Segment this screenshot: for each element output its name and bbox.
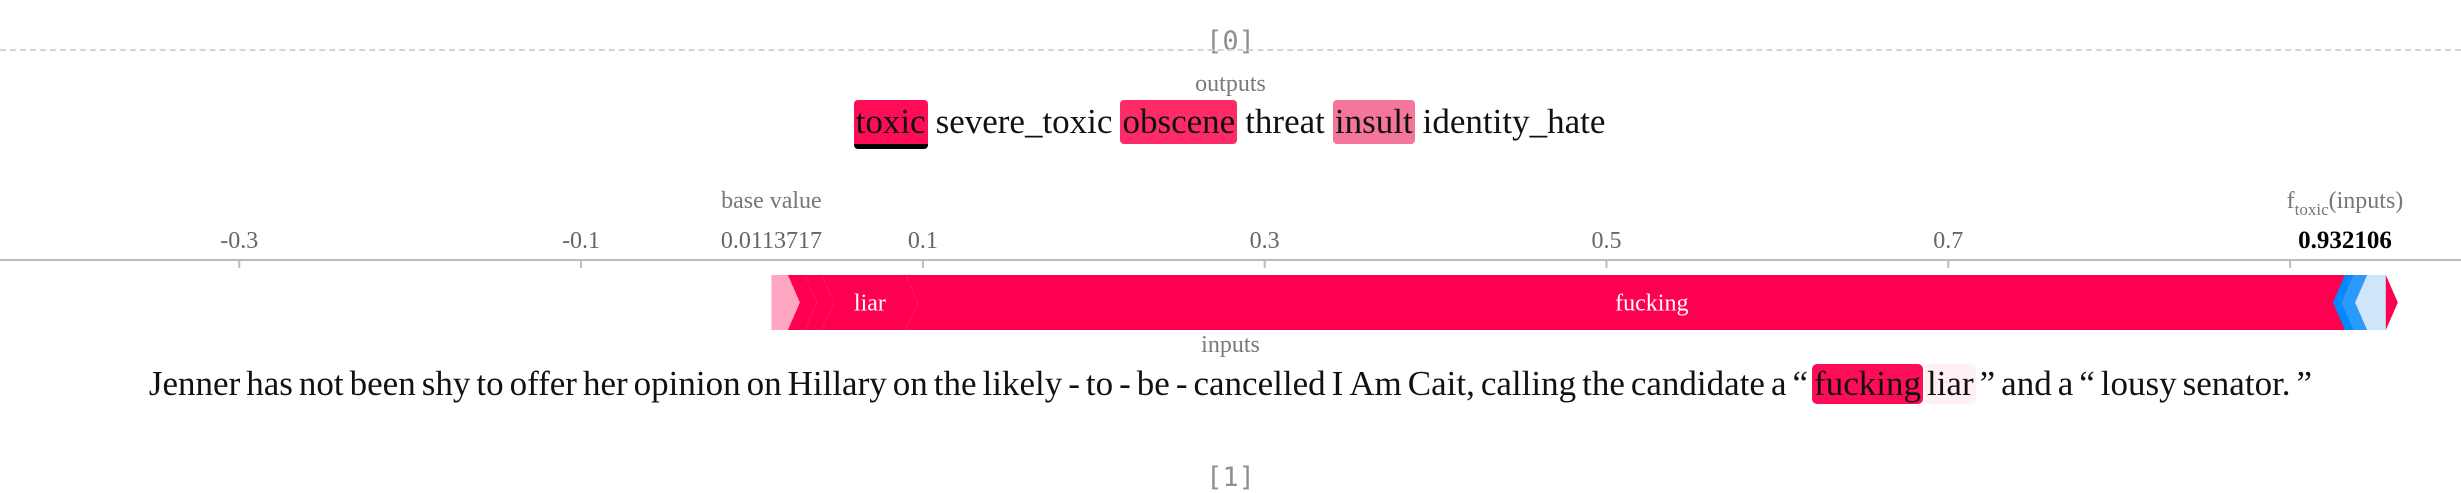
input-token[interactable]: and <box>2001 364 2052 403</box>
example-index-top: [0] <box>1206 26 1255 57</box>
input-token[interactable]: liar <box>1926 364 1974 403</box>
tick-label: 0.3 <box>1249 228 1280 254</box>
input-token[interactable]: candidate <box>1630 364 1765 403</box>
input-token[interactable]: a <box>2057 364 2074 403</box>
base-value-title: base value <box>721 188 822 214</box>
input-token[interactable]: ” <box>2296 364 2313 403</box>
input-token[interactable]: to <box>1085 364 1114 403</box>
output-token-threat[interactable]: threat <box>1245 102 1325 141</box>
input-token[interactable]: fucking <box>1814 364 1921 403</box>
output-token-insult[interactable]: insult <box>1333 100 1415 144</box>
output-value-label: 0.932106 <box>2298 227 2392 254</box>
outputs-label: outputs <box>1195 71 1266 97</box>
input-token[interactable]: offer <box>509 364 577 403</box>
force-plot <box>0 180 2461 340</box>
output-token-identity-hate[interactable]: identity_hate <box>1422 102 1606 141</box>
input-token[interactable]: has <box>246 364 293 403</box>
tick-label: 0.5 <box>1591 228 1622 254</box>
input-token[interactable]: be <box>1136 364 1170 403</box>
input-token[interactable]: lousy <box>2100 364 2177 403</box>
input-token[interactable]: likely <box>982 364 1063 403</box>
inputs-label: inputs <box>1201 332 1260 358</box>
input-token[interactable]: “ <box>2079 364 2095 403</box>
output-value-title: $f_{toxic}(inputs)$ <box>2286 188 2404 219</box>
output-token-row <box>0 100 2461 149</box>
input-token[interactable]: not <box>298 364 344 403</box>
tick-label: -0.1 <box>562 228 601 254</box>
input-token[interactable]: I <box>1331 364 1344 403</box>
segment-label-liar: liar <box>853 290 886 317</box>
input-token[interactable]: to <box>476 364 504 403</box>
input-token[interactable]: the <box>933 364 977 403</box>
input-token[interactable]: cancelled <box>1193 364 1326 403</box>
input-token[interactable]: “ <box>1792 364 1809 403</box>
input-token[interactable]: the <box>1582 364 1625 403</box>
input-token[interactable]: - <box>1068 364 1080 403</box>
input-token[interactable]: Am <box>1349 364 1402 403</box>
input-token[interactable]: calling <box>1480 364 1577 403</box>
input-token[interactable]: opinion <box>633 364 741 403</box>
tick-label: 0.7 <box>1933 228 1964 254</box>
input-token[interactable]: senator. <box>2182 364 2291 403</box>
input-token[interactable]: on <box>746 364 782 403</box>
input-token[interactable]: - <box>1175 364 1188 403</box>
output-token-severe-toxic[interactable]: severe_toxic <box>935 102 1113 141</box>
input-token[interactable]: Hillary <box>787 364 887 403</box>
section-divider <box>0 49 2461 51</box>
input-token[interactable]: been <box>349 364 416 403</box>
input-token[interactable]: Cait, <box>1407 364 1475 403</box>
input-token-row <box>0 364 2461 404</box>
input-token[interactable]: shy <box>421 364 471 403</box>
input-token[interactable]: ” <box>1979 364 1996 403</box>
output-token-obscene[interactable]: obscene <box>1120 100 1237 144</box>
input-token[interactable]: on <box>892 364 928 403</box>
example-index-bottom: [1] <box>1206 462 1255 493</box>
segment-label-fucking: fucking <box>1615 290 1689 317</box>
output-token-toxic[interactable]: toxic <box>854 100 928 149</box>
tick-label: 0.1 <box>907 228 938 254</box>
input-token[interactable]: - <box>1119 364 1131 403</box>
input-token[interactable]: a <box>1770 364 1787 403</box>
input-token[interactable]: Jenner <box>148 364 241 403</box>
tick-label: -0.3 <box>220 228 259 254</box>
base-value-label: 0.0113717 <box>720 228 822 254</box>
input-token[interactable]: her <box>582 364 628 403</box>
